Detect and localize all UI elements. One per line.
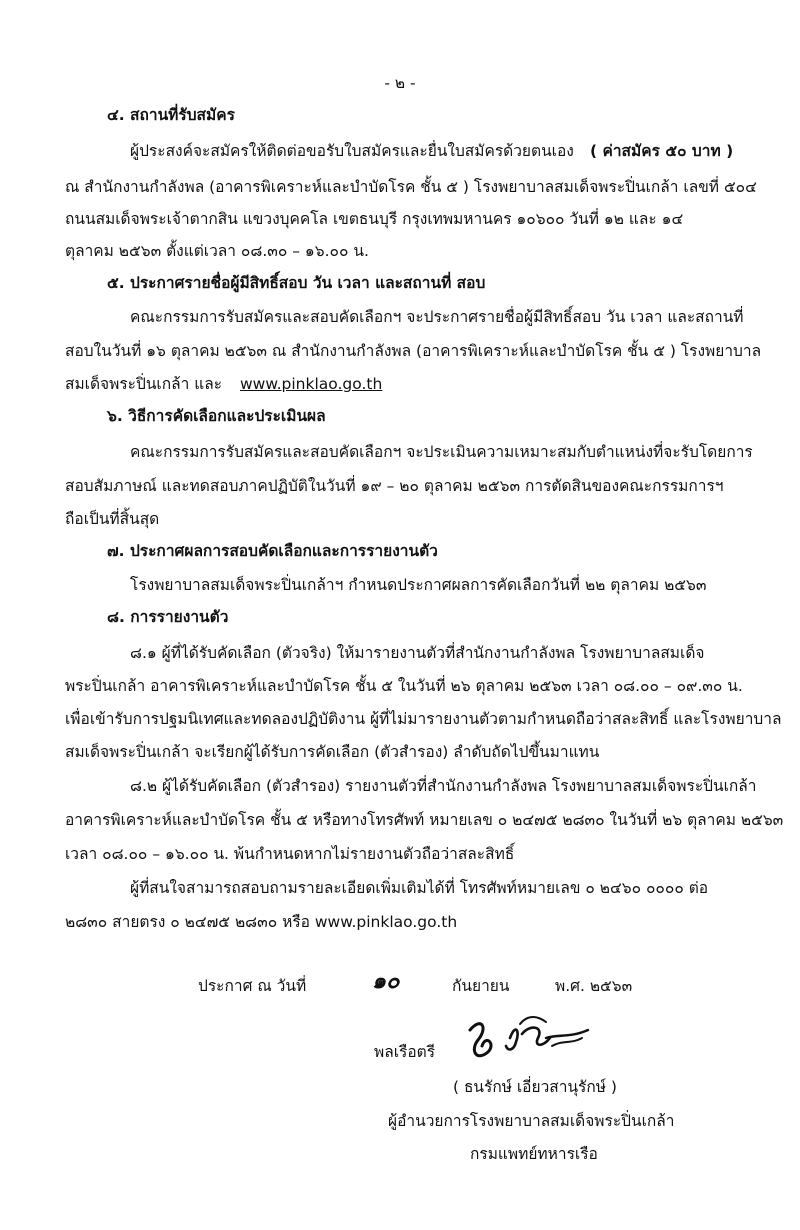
section-5-line-3: สมเด็จพระปิ่นเกล้า และ (65, 375, 223, 393)
signer-department: กรมแพทย์ทหารเรือ (470, 1145, 598, 1163)
signer-rank: พลเรือตรี (374, 1043, 436, 1061)
handwritten-signature (448, 1008, 598, 1074)
section-5-heading: ๕. ประกาศรายชื่อผู้มีสิทธิ์สอบ วัน เวลา และสถานที่ สอบ (107, 274, 486, 292)
signer-title: ผู้อำนวยการโรงพยาบาลสมเด็จพระปิ่นเกล้า (388, 1112, 675, 1130)
section-8-1-line-1: ๘.๑ ผู้ที่ได้รับคัดเลือก (ตัวจริง) ให้มารายงานตัวที่สำนักงานกำลังพล โรงพยาบาลสมเด็จ (130, 644, 705, 662)
section-8-1-line-4: สมเด็จพระปิ่นเกล้า จะเรียกผู้ได้รับการคัดเลือก (ตัวสำรอง) ลำดับถัดไปขึ้นมาแทน (65, 743, 600, 761)
section-8-2-line-1: ๘.๒ ผู้ได้รับคัดเลือก (ตัวสำรอง) รายงานตัวที่สำนักงานกำลังพล โรงพยาบาลสมเด็จพระปิ่นเกล้า (130, 777, 757, 795)
section-4-heading: ๔. สถานที่รับสมัคร (107, 106, 235, 124)
section-7-line-1: โรงพยาบาลสมเด็จพระปิ่นเกล้าฯ กำหนดประกาศผลการคัดเลือกวันที่ ๒๒ ตุลาคม ๒๕๖๓ (130, 576, 707, 594)
section-8-heading: ๘. การรายงานตัว (107, 608, 229, 626)
section-6-line-3: ถือเป็นที่สิ้นสุด (65, 510, 160, 528)
section-6-line-2: สอบสัมภาษณ์ และทดสอบภาคปฏิบัติในวันที่ ๑๙ – ๒๐ ตุลาคม ๒๕๖๓ การตัดสินของคณะกรรมการฯ (65, 477, 724, 495)
section-5-line-1: คณะกรรมการรับสมัครและสอบคัดเลือกฯ จะประกาศรายชื่อผู้มีสิทธิ์สอบ วัน เวลา และสถานที่ (130, 308, 744, 326)
section-8-2-line-2: อาคารพิเคราะห์และบำบัดโรค ชั้น ๕ หรือทางโทรศัพท์ หมายเลข ๐ ๒๔๗๕ ๒๘๓๐ ในวันที่ ๒๖ ตุลาคม ๒๕๖๓ (65, 811, 784, 829)
section-4-line-4: ตุลาคม ๒๕๖๓ ตั้งแต่เวลา ๐๘.๓๐ – ๑๖.๐๐ น. (65, 242, 369, 260)
section-8-2-line-3: เวลา ๐๘.๐๐ – ๑๖.๐๐ น. พ้นกำหนดหากไม่รายงานตัวถือว่าสละสิทธิ์ (65, 845, 515, 863)
announce-year: พ.ศ. ๒๕๖๓ (555, 977, 633, 995)
section-5-line-2: สอบในวันที่ ๑๖ ตุลาคม ๒๕๖๓ ณ สำนักงานกำลังพล (อาคารพิเคราะห์และบำบัดโรค ชั้น ๕ ) โรงพยาบาล (65, 342, 762, 360)
contact-line-2: ๒๘๓๐ สายตรง ๐ ๒๔๗๕ ๒๘๓๐ หรือ www.pinklao.go.th (65, 913, 458, 931)
page-number: - ๒ - (384, 74, 416, 92)
section-4-line-3: ถนนสมเด็จพระเจ้าตากสิน แขวงบุคคโล เขตธนบุรี กรุงเทพมหานคร ๑๐๖๐๐ วันที่ ๑๒ และ ๑๔ (65, 210, 684, 228)
signer-name: ( ธนรักษ์ เอี่ยวสานุรักษ์ ) (453, 1078, 617, 1096)
announce-prefix: ประกาศ ณ วันที่ (198, 977, 307, 995)
website-link[interactable]: www.pinklao.go.th (240, 375, 383, 393)
section-4-line-2: ณ สำนักงานกำลังพล (อาคารพิเคราะห์และบำบัดโรค ชั้น ๕ ) โรงพยาบาลสมเด็จพระปิ่นเกล้า เลขที่ ๕๐๔ (65, 178, 757, 196)
section-7-heading: ๗. ประกาศผลการสอบคัดเลือกและการรายงานตัว (107, 542, 438, 560)
contact-line-1: ผู้ที่สนใจสามารถสอบถามรายละเอียดเพิ่มเติมได้ที่ โทรศัพท์หมายเลข ๐ ๒๔๖๐ ๐๐๐๐ ต่อ (130, 879, 709, 897)
section-6-line-1: คณะกรรมการรับสมัครและสอบคัดเลือกฯ จะประเมินความเหมาะสมกับตำแหน่งที่จะรับโดยการ (130, 443, 753, 461)
announce-month: กันยายน (452, 977, 510, 995)
section-8-1-line-3: เพื่อเข้ารับการปฐมนิเทศและทดลองปฏิบัติงาน ผู้ที่ไม่มารายงานตัวตามกำหนดถือว่าสละสิทธิ์ และโรงพยาบาล (65, 710, 782, 728)
section-6-heading: ๖. วิธีการคัดเลือกและประเมินผล (107, 407, 326, 425)
section-8-1-line-2: พระปิ่นเกล้า อาคารพิเคราะห์และบำบัดโรค ชั้น ๕ ในวันที่ ๒๖ ตุลาคม ๒๕๖๓ เวลา ๐๘.๐๐ – ๐๙.๓๐ น. (65, 677, 743, 695)
application-fee: ( ค่าสมัคร ๕๐ บาท ) (590, 142, 734, 160)
section-4-line-1: ผู้ประสงค์จะสมัครให้ติดต่อขอรับใบสมัครและยื่นใบสมัครด้วยตนเอง (130, 142, 574, 160)
announce-day: ๑๐ (372, 968, 400, 994)
